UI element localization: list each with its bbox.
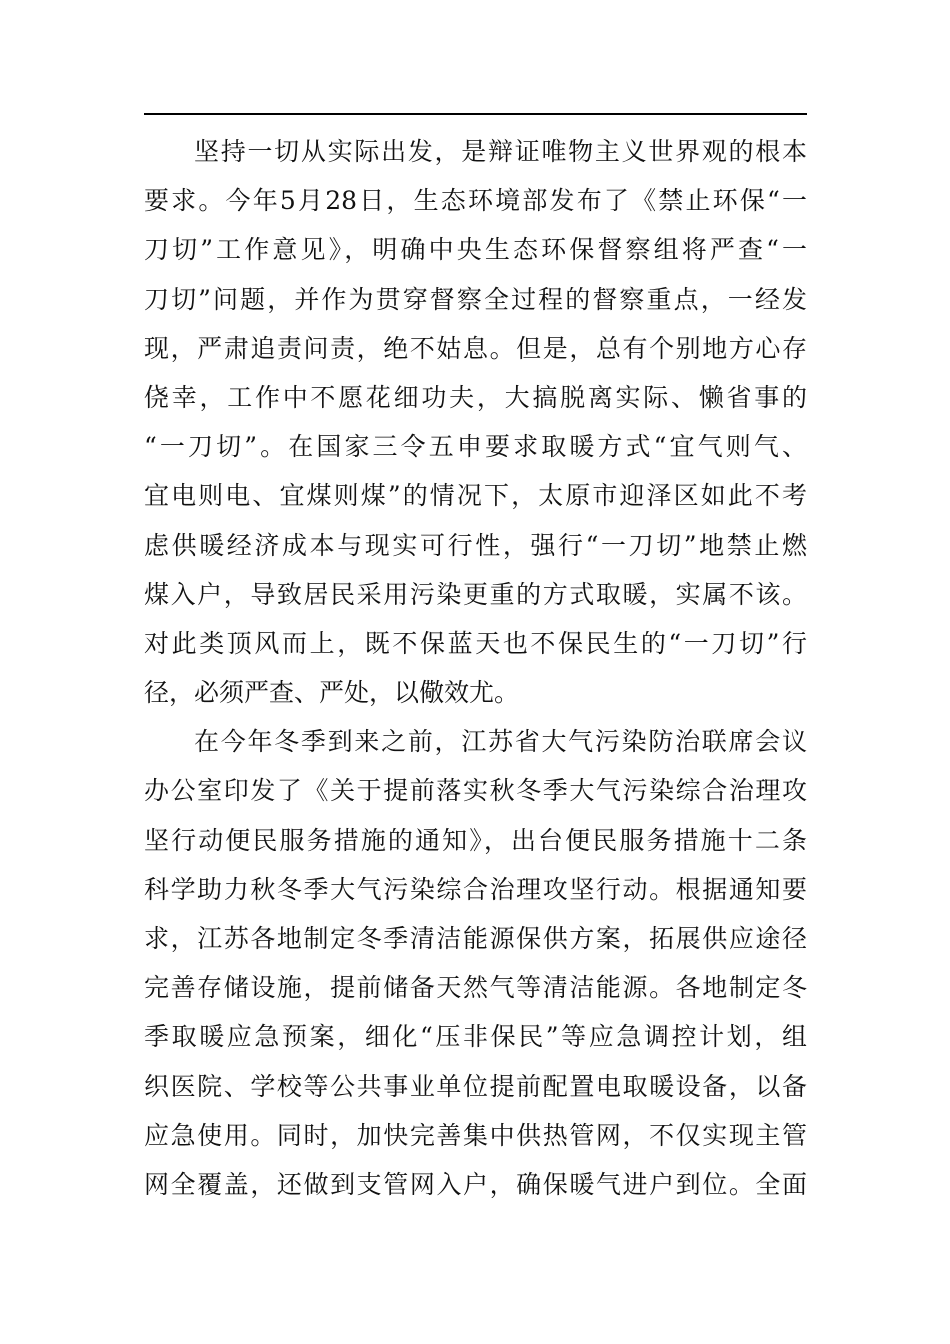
paragraph-2-line-6: 完善存储设施，提前储备天然气等清洁能源。各地制定冬 (144, 973, 807, 1003)
header-rule (144, 113, 807, 115)
paragraph-2-line-4: 科学助力秋冬季大气污染综合治理攻坚行动。根据通知要 (144, 874, 807, 904)
paragraph-1-line-12: 径，必须严查、严处，以儆效尤。 (144, 678, 520, 708)
paragraph-2-line-2: 办公室印发了《关于提前落实秋冬季大气污染综合治理攻 (144, 776, 807, 806)
paragraph-1-line-8: 宜电则电、宜煤则煤”的情况下，太原市迎泽区如此不考 (144, 481, 807, 511)
paragraph-1-line-11: 对此类顶风而上，既不保蓝天也不保民生的“一刀切”行 (144, 628, 807, 658)
paragraph-1-line-9: 虑供暖经济成本与现实可行性，强行“一刀切”地禁止燃 (144, 530, 807, 560)
paragraph-2-line-5: 求，江苏各地制定冬季清洁能源保供方案，拓展供应途径 (144, 924, 807, 953)
paragraph-2-line-8: 织医院、学校等公共事业单位提前配置电取暖设备，以备 (144, 1071, 807, 1101)
paragraph-2-line-10: 网全覆盖，还做到支管网入户，确保暖气进户到位。全面 (144, 1169, 807, 1199)
paragraph-2-line-7: 季取暖应急预案，细化“压非保民”等应急调控计划，组 (144, 1022, 807, 1052)
paragraph-1-line-2: 要求。今年5月28日，生态环境部发布了《禁止环保“一 (144, 186, 807, 216)
paragraph-1-line-1: 坚持一切从实际出发，是辩证唯物主义世界观的根本 (194, 137, 807, 166)
paragraph-2-line-1: 在今年冬季到来之前，江苏省大气污染防治联席会议 (194, 727, 807, 757)
paragraph-1-line-7: “一刀切”。在国家三令五申要求取暖方式“宜气则气、 (144, 432, 807, 462)
paragraph-1-line-6: 侥幸，工作中不愿花细功夫，大搞脱离实际、懒省事的 (144, 382, 807, 412)
document-body (144, 127, 807, 1209)
paragraph-2-line-3: 坚行动便民服务措施的通知》，出台便民服务措施十二条 (144, 825, 807, 855)
paragraph-1-line-4: 刀切”问题，并作为贯穿督察全过程的督察重点，一经发 (144, 284, 807, 314)
paragraph-1-line-3: 刀切”工作意见》，明确中央生态环保督察组将严查“一 (144, 235, 807, 265)
paragraph-2-line-9: 应急使用。同时，加快完善集中供热管网，不仅实现主管 (144, 1120, 807, 1150)
paragraph-1-line-5: 现，严肃追责问责，绝不姑息。但是，总有个别地方心存 (144, 333, 807, 363)
paragraph-1-line-10: 煤入户，导致居民采用污染更重的方式取暖，实属不该。 (144, 579, 807, 609)
